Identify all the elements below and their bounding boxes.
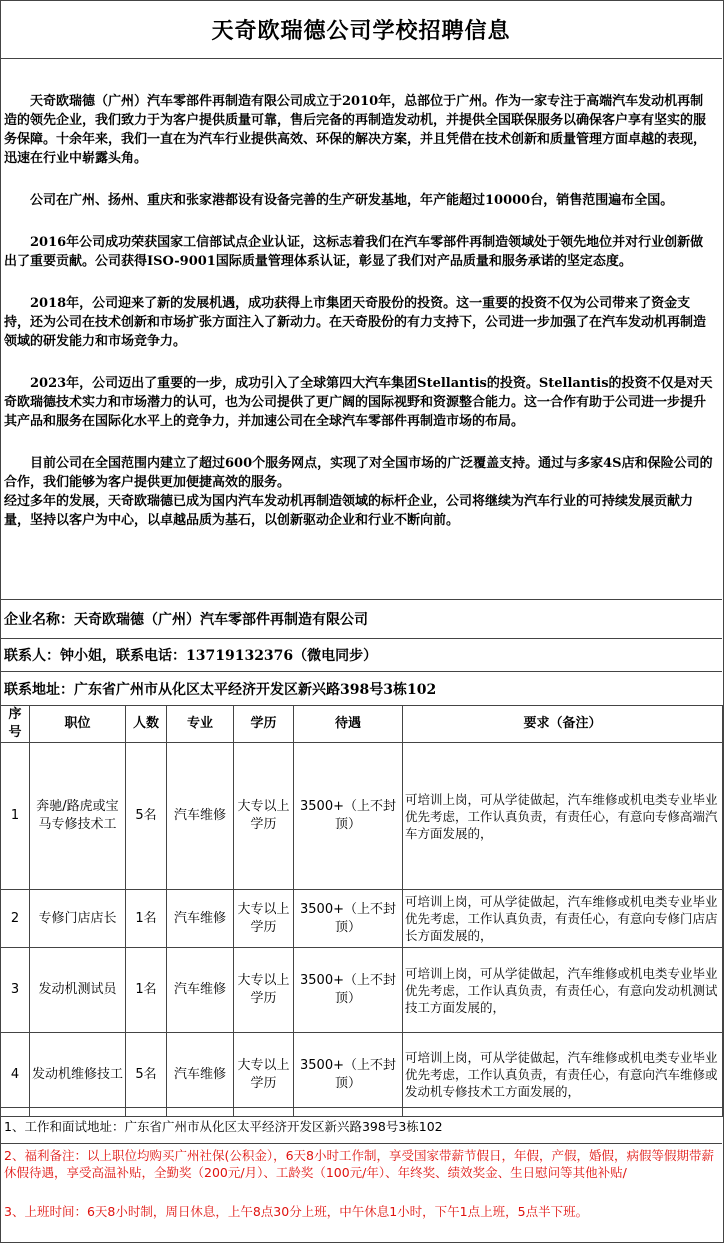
cell-education: 大专以上学历 (234, 1033, 294, 1117)
header-position: 职位 (30, 706, 126, 743)
cell-education: 大专以上学历 (234, 743, 294, 890)
header-pay: 待遇 (294, 706, 403, 743)
header-major: 专业 (167, 706, 234, 743)
table-row (1, 1033, 723, 1117)
cell-major: 汽车维修 (167, 743, 234, 890)
table-row (1, 743, 723, 890)
jobs-table (0, 705, 723, 1117)
company-intro (4, 92, 716, 553)
cell-count: 5名 (126, 1033, 167, 1117)
cell-no: 1 (1, 743, 30, 890)
cell-no: 4 (1, 1033, 30, 1117)
cell-major: 汽车维修 (167, 1033, 234, 1117)
contact-address: 联系地址：广东省广州市从化区太平经济开发区新兴路398号3栋102 (4, 681, 437, 698)
cell-count: 1名 (126, 890, 167, 948)
table-header-row (1, 706, 723, 743)
cell-no: 3 (1, 948, 30, 1033)
page-title: 天奇欧瑞德公司学校招聘信息 (0, 0, 722, 59)
note-work-hours: 3、上班时间：6天8小时制，周日休息，上午8点30分上班，中午休息1小时，下午1点上班，5点半下班。 (4, 1204, 589, 1219)
header-requirements: 要求（备注） (403, 706, 723, 743)
table-row (1, 948, 723, 1033)
cell-pay: 3500+（上不封顶） (294, 948, 403, 1033)
divider (0, 1107, 722, 1108)
cell-count: 1名 (126, 948, 167, 1033)
cell-education: 大专以上学历 (234, 890, 294, 948)
intro-paragraph: 天奇欧瑞德（广州）汽车零部件再制造有限公司成立于2010年，总部位于广州。作为一家专注于高端汽车发动机再制造的领先企业，我们致力于为客户提供质量可靠，售后完备的再制造发动机，并提供全国联保服务以确保客户享有坚实的服务保障。十余年来，我们一直在为汽车行业提供高效、环保的解决方案，并且凭借在技术创新和质量管理方面卓越的表现，迅速在行业中崭露头角。 (4, 94, 707, 166)
cell-major: 汽车维修 (167, 890, 234, 948)
cell-count: 5名 (126, 743, 167, 890)
cell-no: 2 (1, 890, 30, 948)
cell-position: 专修门店店长 (30, 890, 126, 948)
intro-paragraph: 公司在广州、扬州、重庆和张家港都设有设备完善的生产研发基地，年产能超过10000台，销售范围遍布全国。 (30, 193, 674, 208)
cell-pay: 3500+（上不封顶） (294, 743, 403, 890)
cell-requirements: 可培训上岗，可从学徒做起，汽车维修或机电类专业毕业优先考虑，工作认真负责，有责任心，有意向专修高端汽车方面发展的， (403, 743, 723, 890)
header-count: 人数 (126, 706, 167, 743)
intro-paragraph: 2018年，公司迎来了新的发展机遇，成功获得上市集团天奇股份的投资。这一重要的投资不仅为公司带来了资金支持，还为公司在技术创新和市场扩张方面注入了新动力。在天奇股份的有力支持下，公司进一步加强了在汽车发动机再制造领域的研发能力和市场竞争力。 (4, 296, 707, 349)
cell-pay: 3500+（上不封顶） (294, 1033, 403, 1117)
intro-paragraph: 经过多年的发展，天奇欧瑞德已成为国内汽车发动机再制造领域的标杆企业，公司将继续为汽车行业的可持续发展贡献力量，坚持以客户为中心，以卓越品质为基石，以创新驱动企业和行业不断向前。 (4, 494, 694, 528)
header-education: 学历 (234, 706, 294, 743)
table-row (1, 890, 723, 948)
cell-requirements: 可培训上岗，可从学徒做起，汽车维修或机电类专业毕业优先考虑，工作认真负责，有责任心，有意向发动机测试技工方面发展的， (403, 948, 723, 1033)
cell-education: 大专以上学历 (234, 948, 294, 1033)
note-interview-address: 1、工作和面试地址：广东省广州市从化区太平经济开发区新兴路398号3栋102 (4, 1119, 443, 1134)
cell-major: 汽车维修 (167, 948, 234, 1033)
note-benefits: 2、福利备注：以上职位均购买广州社保(公积金），6天8小时工作制，享受国家带薪节假日，年假，产假，婚假，病假等假期带薪休假待遇，享受高温补贴，全勤奖（200元/月）、工龄奖（100元/年）、年终奖、绩效奖金、生日慰问等其他补贴/ (4, 1148, 714, 1180)
cell-position: 奔驰/路虎或宝马专修技术工 (30, 743, 126, 890)
company-name: 企业名称：天奇欧瑞德（广州）汽车零部件再制造有限公司 (4, 612, 368, 628)
cell-pay: 3500+（上不封顶） (294, 890, 403, 948)
contact-info: 联系人：钟小姐，联系电话：13719132376（微电同步） (4, 648, 378, 664)
cell-position: 发动机维修技工 (30, 1033, 126, 1117)
header-no: 序号 (1, 706, 30, 743)
divider (0, 1143, 722, 1144)
intro-paragraph: 2023年，公司迈出了重要的一步，成功引入了全球第四大汽车集团Stellantis的投资。Stellantis的投资不仅是对天奇欧瑞德技术实力和市场潜力的认可，也为公司提供了更广阔的国际视野和资源整合能力。这一合作有助于公司进一步提升其产品和服务在国际化水平上的竞争力，并加速公司在全球汽车零部件再制造市场的布局。 (4, 376, 713, 429)
cell-position: 发动机测试员 (30, 948, 126, 1033)
intro-paragraph: 目前公司在全国范围内建立了超过600个服务网点，实现了对全国市场的广泛覆盖支持。通过与多家4S店和保险公司的合作，我们能够为客户提供更加便捷高效的服务。 (4, 456, 713, 490)
cell-requirements: 可培训上岗，可从学徒做起，汽车维修或机电类专业毕业优先考虑，工作认真负责，有责任心，有意向汽车维修或发动机专修技术工方面发展的， (403, 1033, 723, 1117)
intro-paragraph: 2016年公司成功荣获国家工信部试点企业认证，这标志着我们在汽车零部件再制造领域处于领先地位并对行业创新做出了重要贡献。公司获得ISO-9001国际质量管理体系认证，彰显了我们对产品质量和服务承诺的坚定态度。 (4, 235, 704, 269)
cell-requirements: 可培训上岗，可从学徒做起，汽车维修或机电类专业毕业优先考虑，工作认真负责，有责任心，有意向专修门店店长方面发展的， (403, 890, 723, 948)
